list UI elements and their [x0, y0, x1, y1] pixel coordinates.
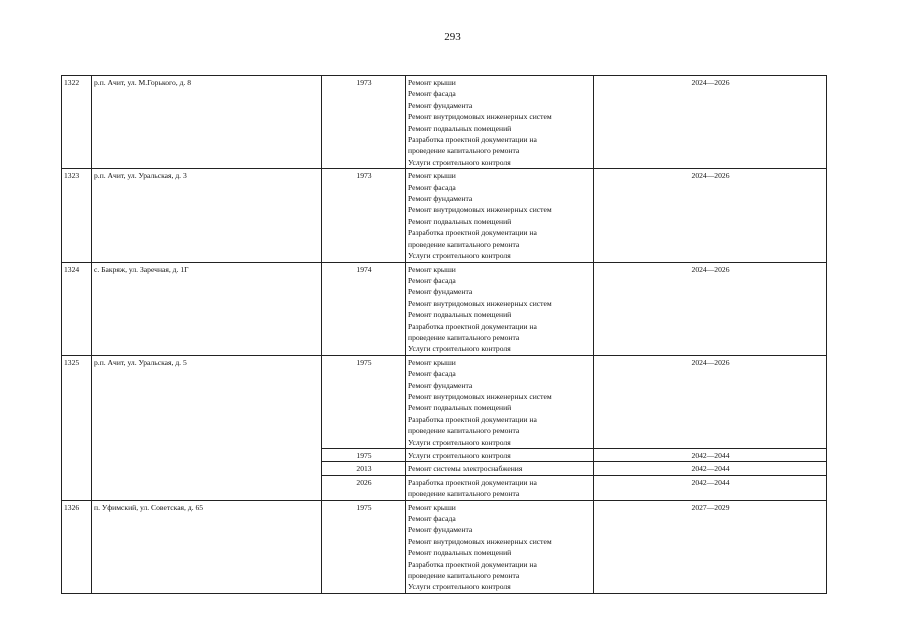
work-item: Услуги строительного контроля — [408, 451, 511, 460]
work-item: Ремонт внутридомовых инженерных систем — [408, 205, 552, 215]
address-cell: р.п. Ачит, ул. Уральская, д. 3 — [92, 169, 322, 262]
work-item: Разработка проектной документации на — [408, 321, 537, 331]
works-cell — [406, 76, 594, 169]
repair-schedule-table — [61, 75, 827, 594]
row-number: 1323 — [62, 169, 92, 262]
work-item: Ремонт подвальных помещений — [408, 548, 512, 558]
work-item: Ремонт подвальных помещений — [408, 310, 512, 320]
work-item: Ремонт подвальных помещений — [408, 216, 512, 226]
work-item: Ремонт фасада — [408, 89, 456, 99]
period-cell: 2024—2026 — [594, 76, 827, 169]
work-item: Ремонт фундамента — [408, 194, 473, 204]
work-item: Ремонт фундамента — [408, 380, 473, 390]
period-cell: 2024—2026 — [594, 169, 827, 262]
address-cell: р.п. Ачит, ул. Уральская, д. 5 — [92, 355, 322, 500]
works-cell — [406, 500, 594, 593]
period-cell: 2024—2026 — [594, 355, 827, 448]
year-cell: 1975 — [322, 449, 406, 462]
work-item: проведение капитального ремонта — [408, 426, 520, 436]
work-item: Ремонт фундамента — [408, 287, 473, 297]
work-item: Ремонт подвальных помещений — [408, 123, 512, 133]
year-cell: 1973 — [322, 76, 406, 169]
works-cell — [406, 449, 594, 462]
year-cell: 1975 — [322, 500, 406, 593]
year-cell: 2026 — [322, 475, 406, 500]
row-number: 1324 — [62, 262, 92, 355]
period-cell: 2042—2044 — [594, 475, 827, 500]
table-row — [62, 169, 827, 262]
work-item: Ремонт внутридомовых инженерных систем — [408, 112, 552, 122]
works-cell — [406, 475, 594, 500]
address-cell: р.п. Ачит, ул. М.Горького, д. 8 — [92, 76, 322, 169]
work-item: проведение капитального ремонта — [408, 571, 520, 581]
work-item: Ремонт фасада — [408, 369, 456, 379]
address-cell: п. Уфимский, ул. Советская, д. 65 — [92, 500, 322, 593]
work-item: проведение капитального ремонта — [408, 146, 520, 156]
year-cell: 2013 — [322, 462, 406, 475]
works-cell — [406, 355, 594, 448]
work-item: Ремонт внутридомовых инженерных систем — [408, 391, 552, 401]
work-item: Ремонт крыши — [408, 264, 456, 274]
work-item: Ремонт крыши — [408, 171, 456, 181]
works-cell — [406, 262, 594, 355]
work-item: Ремонт системы электроснабжения — [408, 464, 523, 474]
work-item: Разработка проектной документации на — [408, 559, 537, 569]
work-item: Услуги строительного контроля — [408, 437, 511, 447]
table-row — [62, 355, 827, 448]
work-item: Ремонт подвальных помещений — [408, 403, 512, 413]
works-cell — [406, 169, 594, 262]
work-item: Разработка проектной документации на — [408, 135, 537, 145]
work-item: Разработка проектной документации на — [408, 228, 537, 238]
row-number: 1326 — [62, 500, 92, 593]
period-cell: 2042—2044 — [594, 462, 827, 475]
work-item: Ремонт фасада — [408, 182, 456, 192]
period-cell: 2042—2044 — [594, 449, 827, 462]
year-cell: 1975 — [322, 355, 406, 448]
work-item: Услуги строительного контроля — [408, 344, 511, 354]
work-item: Разработка проектной документации на — [408, 477, 537, 487]
work-item: проведение капитального ремонта — [408, 332, 520, 342]
work-item: Ремонт крыши — [408, 502, 456, 512]
table-row — [62, 76, 827, 169]
work-item: Ремонт фундамента — [408, 525, 473, 535]
works-cell — [406, 462, 594, 475]
page-number: 293 — [444, 31, 461, 43]
work-item: Ремонт фасада — [408, 275, 456, 285]
work-item: Ремонт внутридомовых инженерных систем — [408, 298, 552, 308]
period-cell: 2027—2029 — [594, 500, 827, 593]
work-item: Услуги строительного контроля — [408, 157, 511, 167]
year-cell: 1973 — [322, 169, 406, 262]
row-number: 1322 — [62, 76, 92, 169]
work-item: Ремонт крыши — [408, 78, 456, 87]
table-row — [62, 500, 827, 593]
table-row — [62, 262, 827, 355]
work-item: Ремонт фундамента — [408, 100, 473, 110]
work-item: проведение капитального ремонта — [408, 489, 520, 499]
work-item: Услуги строительного контроля — [408, 582, 511, 592]
address-cell: с. Бакряж, ул. Заречная, д. 1Г — [92, 262, 322, 355]
work-item: Услуги строительного контроля — [408, 251, 511, 261]
work-item: проведение капитального ремонта — [408, 239, 520, 249]
work-item: Ремонт фасада — [408, 514, 456, 524]
period-cell: 2024—2026 — [594, 262, 827, 355]
work-item: Разработка проектной документации на — [408, 414, 537, 424]
year-cell: 1974 — [322, 262, 406, 355]
row-number: 1325 — [62, 355, 92, 500]
work-item: Ремонт крыши — [408, 357, 456, 367]
work-item: Ремонт внутридомовых инженерных систем — [408, 536, 552, 546]
